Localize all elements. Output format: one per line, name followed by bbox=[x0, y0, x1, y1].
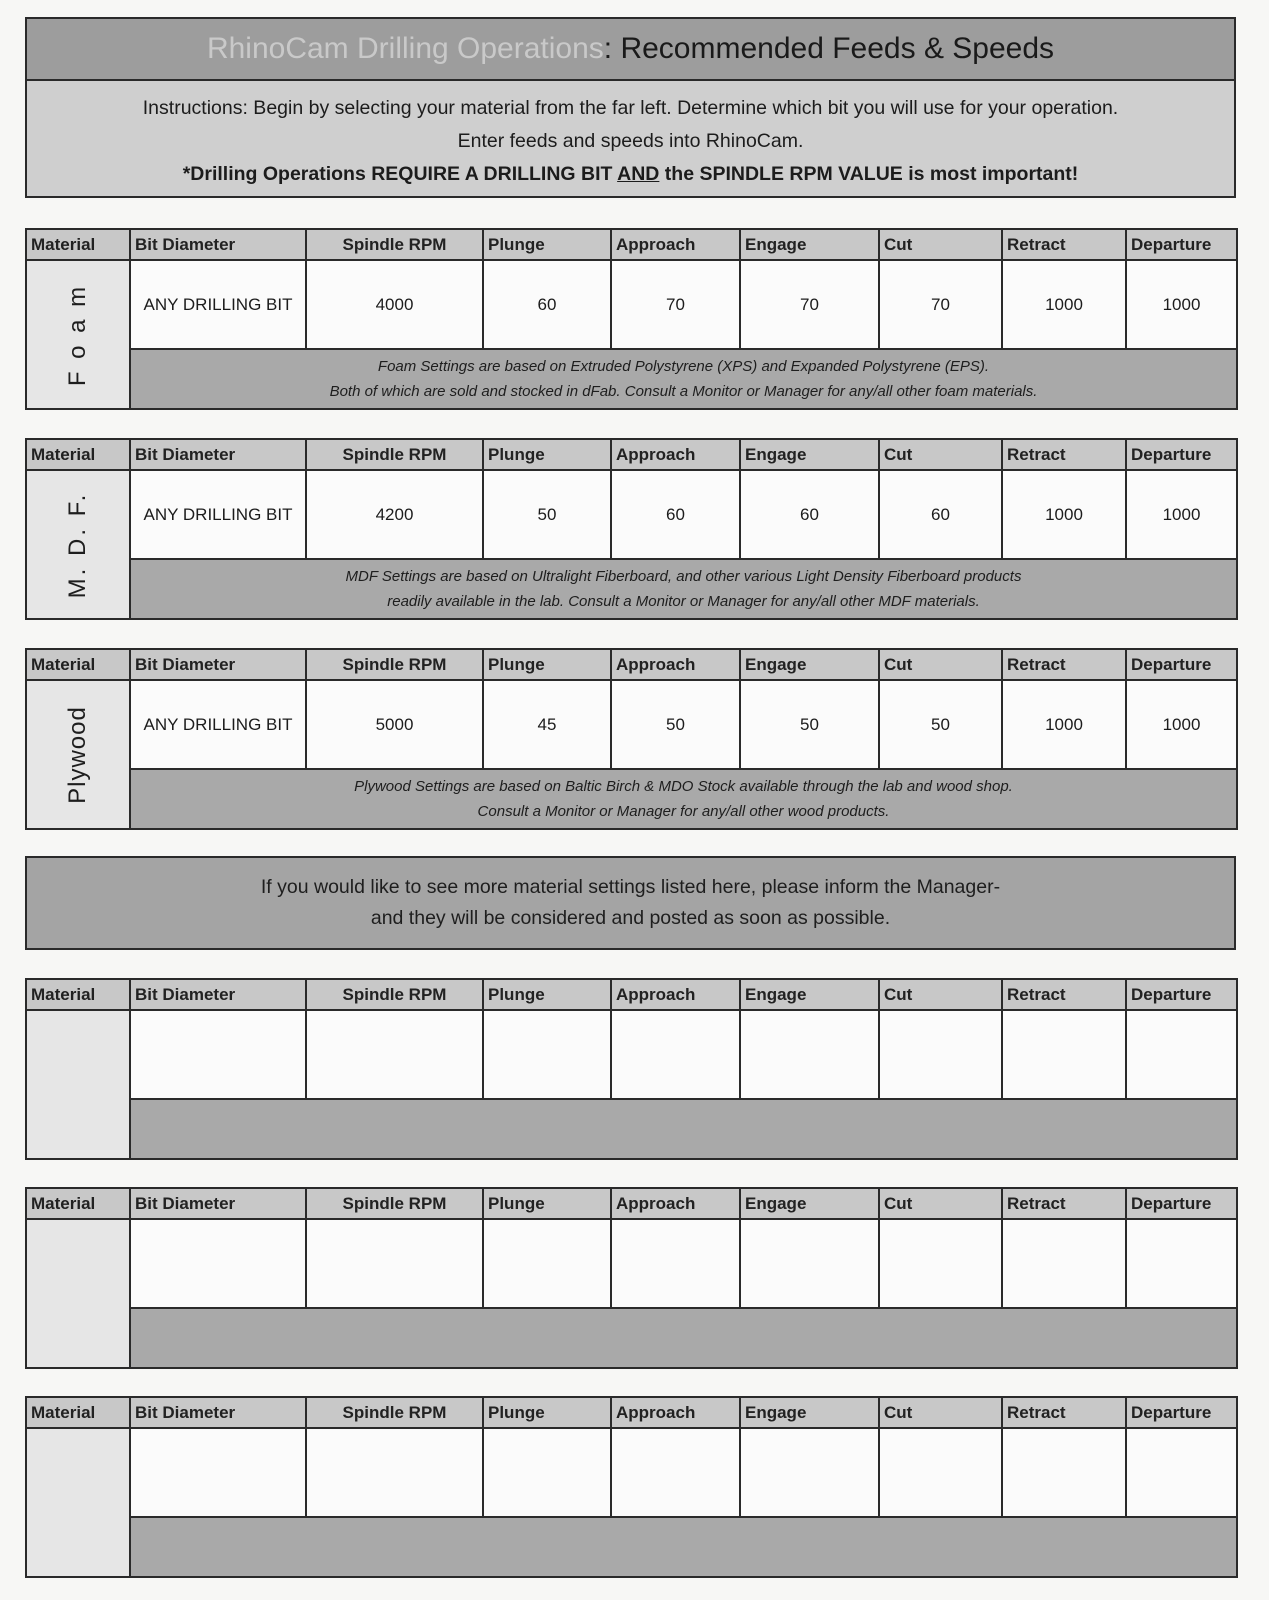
note-row bbox=[26, 769, 1237, 829]
col-plunge: Plunge bbox=[483, 649, 611, 680]
retract-value: 1000 bbox=[1002, 680, 1126, 769]
col-approach: Approach bbox=[611, 979, 740, 1010]
header-row bbox=[26, 1188, 1237, 1219]
col-retract: Retract bbox=[1002, 1188, 1126, 1219]
col-material: Material bbox=[26, 1397, 130, 1428]
col-departure: Departure bbox=[1126, 229, 1237, 260]
col-engage: Engage bbox=[740, 979, 879, 1010]
material-note bbox=[130, 349, 1237, 409]
material-note bbox=[130, 769, 1237, 829]
warning-c: the SPINDLE RPM VALUE is most important! bbox=[659, 163, 1079, 185]
col-cut: Cut bbox=[879, 439, 1002, 470]
notice-line1: If you would like to see more material settings listed here, please inform the Manager- bbox=[260, 876, 1001, 898]
col-cut: Cut bbox=[879, 1188, 1002, 1219]
material-cell bbox=[26, 1010, 130, 1159]
note-line1: Plywood Settings are based on Baltic Birch & MDO Stock available through the lab and wood shop. bbox=[354, 778, 1013, 795]
engage-value bbox=[740, 1010, 879, 1099]
approach-value bbox=[611, 1010, 740, 1099]
cut-value bbox=[879, 1219, 1002, 1308]
approach-value: 50 bbox=[611, 680, 740, 769]
col-material: Material bbox=[26, 979, 130, 1010]
note-row bbox=[26, 1517, 1237, 1577]
plunge-value bbox=[483, 1010, 611, 1099]
col-material: Material bbox=[26, 229, 130, 260]
engage-value bbox=[740, 1428, 879, 1517]
spindle-rpm-value bbox=[306, 1428, 483, 1517]
spindle-rpm-value: 4000 bbox=[306, 260, 483, 349]
value-row bbox=[26, 260, 1237, 349]
departure-value bbox=[1126, 1219, 1237, 1308]
col-material: Material bbox=[26, 1188, 130, 1219]
col-retract: Retract bbox=[1002, 979, 1126, 1010]
col-retract: Retract bbox=[1002, 229, 1126, 260]
spindle-rpm-value: 4200 bbox=[306, 470, 483, 559]
warning-b: AND bbox=[617, 163, 660, 185]
col-retract: Retract bbox=[1002, 439, 1126, 470]
departure-value: 1000 bbox=[1126, 260, 1237, 349]
col-cut: Cut bbox=[879, 1397, 1002, 1428]
plunge-value: 45 bbox=[483, 680, 611, 769]
col-spindle-rpm: Spindle RPM bbox=[306, 229, 483, 260]
col-departure: Departure bbox=[1126, 1188, 1237, 1219]
header-row bbox=[26, 439, 1237, 470]
material-label: M. D. F. bbox=[64, 491, 91, 598]
header-box bbox=[25, 17, 1236, 198]
col-cut: Cut bbox=[879, 229, 1002, 260]
departure-value bbox=[1126, 1428, 1237, 1517]
col-engage: Engage bbox=[740, 649, 879, 680]
col-approach: Approach bbox=[611, 229, 740, 260]
col-engage: Engage bbox=[740, 439, 879, 470]
note-line2: readily available in the lab. Consult a Monitor or Manager for any/all other MDF materials. bbox=[387, 593, 980, 610]
col-material: Material bbox=[26, 649, 130, 680]
bit-diameter-value: ANY DRILLING BIT bbox=[130, 470, 306, 559]
bit-diameter-value: ANY DRILLING BIT bbox=[130, 680, 306, 769]
value-row bbox=[26, 1010, 1237, 1099]
cut-value: 70 bbox=[879, 260, 1002, 349]
plunge-value: 60 bbox=[483, 260, 611, 349]
material-note bbox=[130, 1308, 1237, 1368]
col-plunge: Plunge bbox=[483, 979, 611, 1010]
material-note bbox=[130, 1517, 1237, 1577]
col-plunge: Plunge bbox=[483, 1397, 611, 1428]
instruction-line2: Enter feeds and speeds into RhinoCam. bbox=[457, 130, 804, 152]
warning-a: *Drilling Operations REQUIRE A DRILLING BIT bbox=[182, 163, 618, 185]
retract-value bbox=[1002, 1010, 1126, 1099]
settings-table-blank-1 bbox=[25, 978, 1238, 1160]
col-bit-diameter: Bit Diameter bbox=[130, 1397, 306, 1428]
header-row bbox=[26, 229, 1237, 260]
note-line2: Both of which are sold and stocked in dFab. Consult a Monitor or Manager for any/all other foam materials. bbox=[329, 383, 1038, 400]
retract-value bbox=[1002, 1428, 1126, 1517]
cut-value bbox=[879, 1010, 1002, 1099]
bit-diameter-value bbox=[130, 1010, 306, 1099]
header-row bbox=[26, 979, 1237, 1010]
col-spindle-rpm: Spindle RPM bbox=[306, 649, 483, 680]
material-label: Plywood bbox=[64, 705, 91, 804]
col-spindle-rpm: Spindle RPM bbox=[306, 1188, 483, 1219]
spindle-rpm-value bbox=[306, 1010, 483, 1099]
material-cell bbox=[26, 1428, 130, 1577]
warning-line bbox=[27, 158, 1234, 191]
settings-table-blank-2 bbox=[25, 1187, 1238, 1369]
note-row bbox=[26, 1099, 1237, 1159]
departure-value: 1000 bbox=[1126, 470, 1237, 559]
col-plunge: Plunge bbox=[483, 229, 611, 260]
cut-value: 60 bbox=[879, 470, 1002, 559]
col-approach: Approach bbox=[611, 1188, 740, 1219]
engage-value: 70 bbox=[740, 260, 879, 349]
note-line2: Consult a Monitor or Manager for any/all other wood products. bbox=[477, 803, 890, 820]
col-engage: Engage bbox=[740, 1397, 879, 1428]
material-cell bbox=[26, 470, 130, 619]
notice-line2: and they will be considered and posted as soon as possible. bbox=[370, 907, 891, 929]
col-departure: Departure bbox=[1126, 979, 1237, 1010]
header-row bbox=[26, 649, 1237, 680]
col-material: Material bbox=[26, 439, 130, 470]
value-row bbox=[26, 680, 1237, 769]
col-bit-diameter: Bit Diameter bbox=[130, 649, 306, 680]
col-bit-diameter: Bit Diameter bbox=[130, 439, 306, 470]
value-row bbox=[26, 1428, 1237, 1517]
spindle-rpm-value bbox=[306, 1219, 483, 1308]
material-label: F o a m bbox=[64, 283, 91, 386]
col-bit-diameter: Bit Diameter bbox=[130, 979, 306, 1010]
page-title bbox=[27, 19, 1234, 81]
col-bit-diameter: Bit Diameter bbox=[130, 229, 306, 260]
notice-box bbox=[25, 856, 1236, 950]
approach-value bbox=[611, 1428, 740, 1517]
col-approach: Approach bbox=[611, 439, 740, 470]
note-line1: Foam Settings are based on Extruded Polystyrene (XPS) and Expanded Polystyrene (EPS). bbox=[377, 358, 990, 375]
plunge-value bbox=[483, 1219, 611, 1308]
settings-table-foam bbox=[25, 228, 1238, 410]
approach-value bbox=[611, 1219, 740, 1308]
col-approach: Approach bbox=[611, 1397, 740, 1428]
col-retract: Retract bbox=[1002, 1397, 1126, 1428]
col-approach: Approach bbox=[611, 649, 740, 680]
col-cut: Cut bbox=[879, 649, 1002, 680]
col-spindle-rpm: Spindle RPM bbox=[306, 1397, 483, 1428]
col-departure: Departure bbox=[1126, 1397, 1237, 1428]
retract-value: 1000 bbox=[1002, 260, 1126, 349]
col-spindle-rpm: Spindle RPM bbox=[306, 439, 483, 470]
bit-diameter-value bbox=[130, 1219, 306, 1308]
cut-value bbox=[879, 1428, 1002, 1517]
plunge-value: 50 bbox=[483, 470, 611, 559]
col-departure: Departure bbox=[1126, 649, 1237, 680]
engage-value: 50 bbox=[740, 680, 879, 769]
approach-value: 70 bbox=[611, 260, 740, 349]
value-row bbox=[26, 1219, 1237, 1308]
col-plunge: Plunge bbox=[483, 439, 611, 470]
plunge-value bbox=[483, 1428, 611, 1517]
col-retract: Retract bbox=[1002, 649, 1126, 680]
cut-value: 50 bbox=[879, 680, 1002, 769]
settings-table-plywood bbox=[25, 648, 1238, 830]
value-row bbox=[26, 470, 1237, 559]
col-spindle-rpm: Spindle RPM bbox=[306, 979, 483, 1010]
note-row bbox=[26, 349, 1237, 409]
col-departure: Departure bbox=[1126, 439, 1237, 470]
engage-value: 60 bbox=[740, 470, 879, 559]
retract-value: 1000 bbox=[1002, 470, 1126, 559]
material-note bbox=[130, 559, 1237, 619]
col-cut: Cut bbox=[879, 979, 1002, 1010]
note-row bbox=[26, 1308, 1237, 1368]
material-note bbox=[130, 1099, 1237, 1159]
note-line1: MDF Settings are based on Ultralight Fiberboard, and other various Light Density Fiberboard products bbox=[345, 568, 1022, 585]
engage-value bbox=[740, 1219, 879, 1308]
material-cell bbox=[26, 680, 130, 829]
instructions bbox=[27, 81, 1234, 191]
material-cell bbox=[26, 1219, 130, 1368]
departure-value: 1000 bbox=[1126, 680, 1237, 769]
instruction-line1: Instructions: Begin by selecting your material from the far left. Determine which bit you will use for your operation. bbox=[142, 97, 1119, 119]
col-plunge: Plunge bbox=[483, 1188, 611, 1219]
spindle-rpm-value: 5000 bbox=[306, 680, 483, 769]
settings-table-blank-3 bbox=[25, 1396, 1238, 1578]
header-row bbox=[26, 1397, 1237, 1428]
bit-diameter-value bbox=[130, 1428, 306, 1517]
retract-value bbox=[1002, 1219, 1126, 1308]
col-engage: Engage bbox=[740, 1188, 879, 1219]
settings-table-mdf bbox=[25, 438, 1238, 620]
title-part2: : Recommended Feeds & Speeds bbox=[603, 32, 1055, 65]
departure-value bbox=[1126, 1010, 1237, 1099]
bit-diameter-value: ANY DRILLING BIT bbox=[130, 260, 306, 349]
material-cell bbox=[26, 260, 130, 409]
title-part1: RhinoCam Drilling Operations bbox=[206, 32, 604, 65]
col-engage: Engage bbox=[740, 229, 879, 260]
approach-value: 60 bbox=[611, 470, 740, 559]
note-row bbox=[26, 559, 1237, 619]
col-bit-diameter: Bit Diameter bbox=[130, 1188, 306, 1219]
